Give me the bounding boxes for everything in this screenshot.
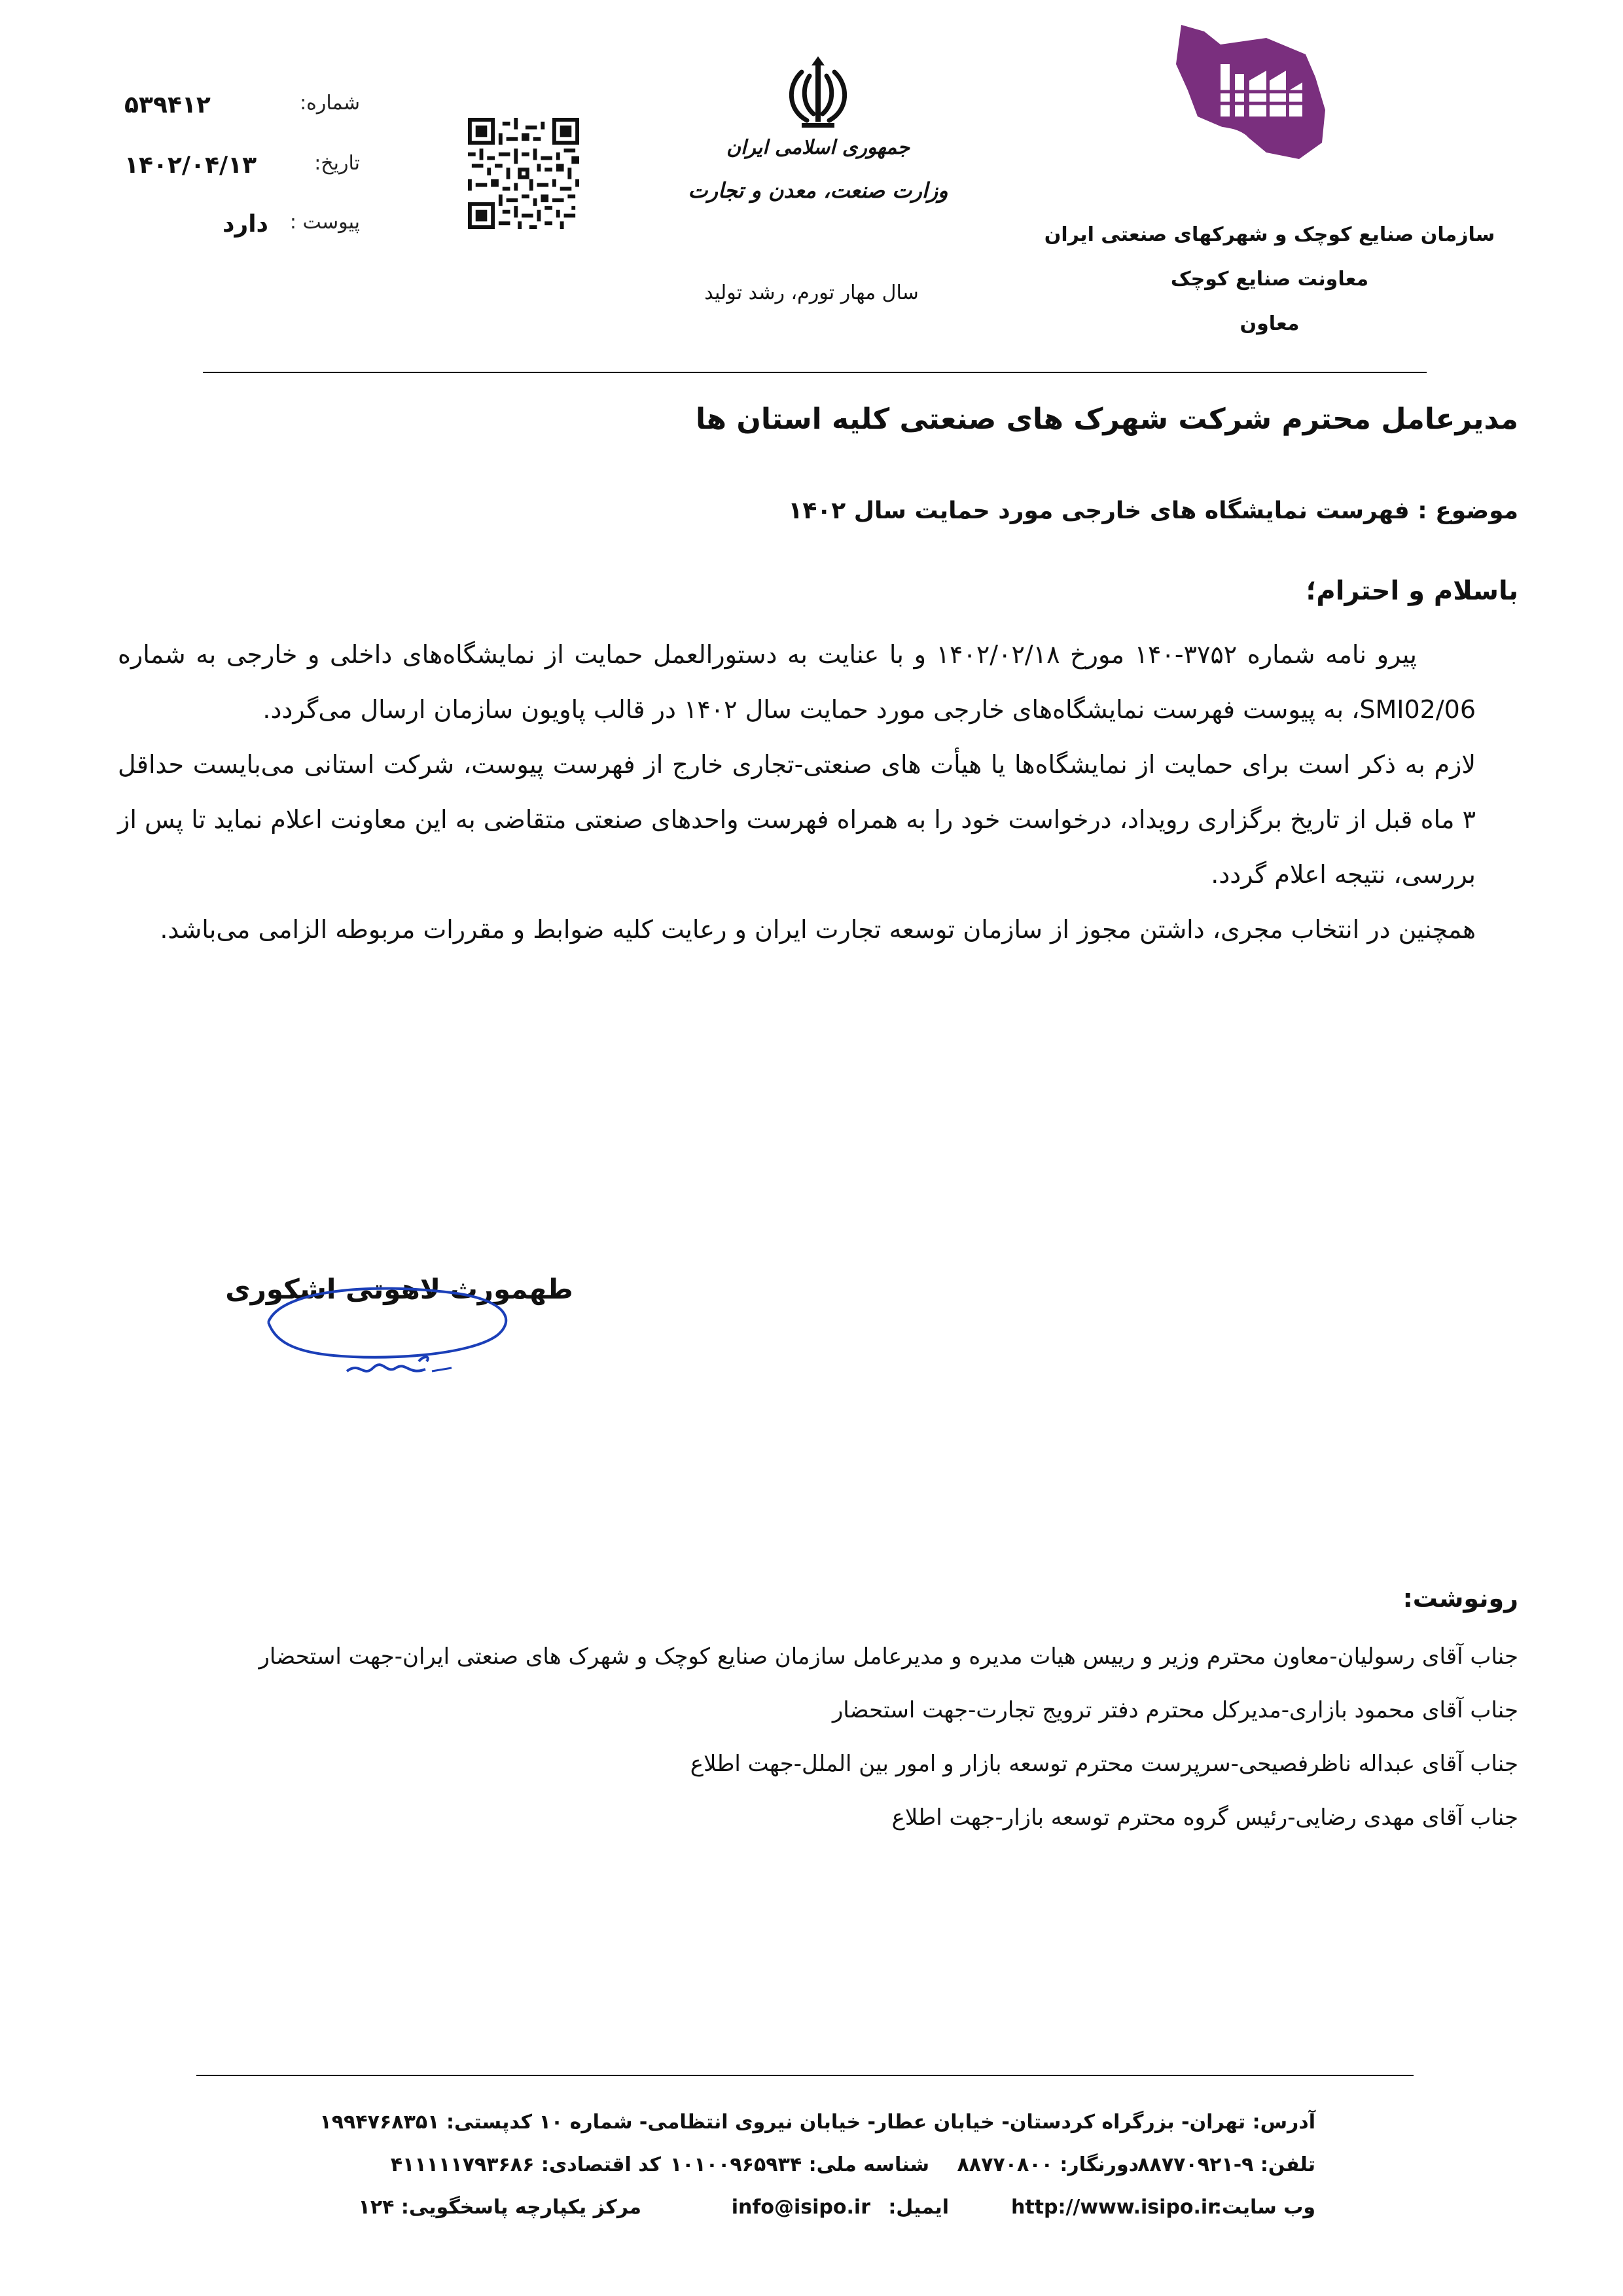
footer-national-id: شناسه ملی: ۱۰۱۰۰۹۶۵۹۳۴ [669,2153,929,2176]
footer-economic-code: کد اقتصادی: ۴۱۱۱۱۱۷۹۳۶۸۶ [390,2153,661,2176]
signatory-name: طهمورث لاهوتی اشکوری [225,1273,573,1305]
attachment-label: پیوست : [289,211,360,234]
footer-address-row [308,2111,1315,2144]
footer-address: آدرس: تهران- بزرگراه کردستان- خیابان عطار- خیابان نیروی انتظامی- شماره ۱۰ کدپستی: ۱۹۹۴۷۶۸۳۵۱ [319,2111,1315,2134]
footer-call-center: مرکز یکپارچه پاسخگویی: ۱۲۴ [358,2196,641,2219]
organization-block [1021,213,1518,346]
letter-date-label: تاریخ: [314,152,360,175]
body-paragraph-1: پیرو نامه شماره ۳۷۵۲-۱۴۰ مورخ ۱۴۰۲/۰۲/۱۸ و با عنایت به دستورالعمل حمایت از نمایشگاه‌های داخلی و خارجی به شماره SMI02/06، به پیوست فهرست نمایشگاه‌های خارجی مورد حمایت سال ۱۴۰۲ در قالب پاویون سازمان ارسال می‌گردد. [118,640,1476,724]
cc-list [144,1630,1518,1844]
letter-date-value: ۱۴۰۲/۰۴/۱۳ [124,152,257,179]
year-slogan: سال مهار تورم، رشد تولید [704,281,919,304]
footer-phone: تلفن: ۹-۸۸۷۷۰۹۲۱ [1137,2153,1315,2176]
header-divider [203,372,1427,373]
organization-logo [1168,18,1332,169]
addressee: مدیرعامل محترم شرکت شهرک های صنعتی کلیه استان ها [695,403,1518,436]
emblem-line2: وزارت صنعت، معدن و تجارت [688,178,948,203]
organization-deputy: معاونت صنایع کوچک [1170,268,1369,291]
attachment-row [124,211,360,243]
letter-date-row [124,152,360,185]
body-paragraph-2: لازم به ذکر است برای حمایت از نمایشگاه‌ها یا هیأت های صنعتی-تجاری خارج از فهرست پیوست، شرکت استانی می‌بایست حداقل ۳ ماه قبل از تاریخ برگزاری رویداد، درخواست خود را به همراه فهرست واحدهای صنعتی متقاضی به این معاونت اعلام نماید تا پس از بررسی، نتیجه اعلام گردد. [118,750,1476,889]
footer-web-row [308,2196,1315,2229]
cc-title: رونوشت: [1402,1584,1518,1613]
greeting: باسلام و احترام؛ [1306,576,1518,606]
cc-item: جناب آقای مهدی رضایی-رئیس گروه محترم توسعه بازار-جهت اطلاع [891,1804,1518,1831]
cc-item: جناب آقای رسولیان-معاون محترم وزیر و رییس هیات مدیره و مدیرعامل سازمان صنایع کوچک و شهرک های صنعتی ایران-جهت استحضار [259,1643,1518,1670]
letter-body [118,627,1476,957]
letter-number-value: ۵۳۹۴۱۲ [124,92,211,118]
footer-email-label: ایمیل: [888,2196,949,2219]
letter-subject: موضوع : فهرست نمایشگاه های خارجی مورد حمایت سال ۱۴۰۲ [788,497,1518,524]
footer-website-label: وب سایت: [1213,2196,1315,2219]
footer-website-link[interactable]: http://www.isipo.ir [1010,2196,1217,2219]
letter-number-label: شماره: [300,92,360,115]
footer-divider [196,2075,1414,2076]
organization-name: سازمان صنایع کوچک و شهرکهای صنعتی ایران [1044,223,1495,246]
qr-code [468,118,579,229]
footer-fax: دورنگار: ۸۸۷۷۰۸۰۰ [957,2153,1139,2176]
footer-email-link[interactable]: info@isipo.ir [731,2196,870,2219]
emblem-line1: جمهوری اسلامی ایران [726,136,910,159]
attachment-value: دارد [223,211,269,238]
organization-title: معاون [1240,312,1300,335]
cc-item: جناب آقای محمود بازاری-مدیرکل محترم دفتر ترویج تجارت-جهت استحضار [832,1697,1518,1723]
footer-contact-row [308,2153,1315,2186]
cc-item: جناب آقای عبداله ناظرفصیحی-سرپرست محترم توسعه بازار و امور بین الملل-جهت اطلاع [690,1751,1518,1777]
body-paragraph-3: همچنین در انتخاب مجری، داشتن مجوز از سازمان توسعه تجارت ایران و رعایت کلیه ضوابط و مقررات مربوطه الزامی می‌باشد. [160,915,1476,944]
letter-number-row [124,92,360,124]
iran-emblem-icon [776,52,861,137]
handwritten-signature [255,1263,530,1381]
